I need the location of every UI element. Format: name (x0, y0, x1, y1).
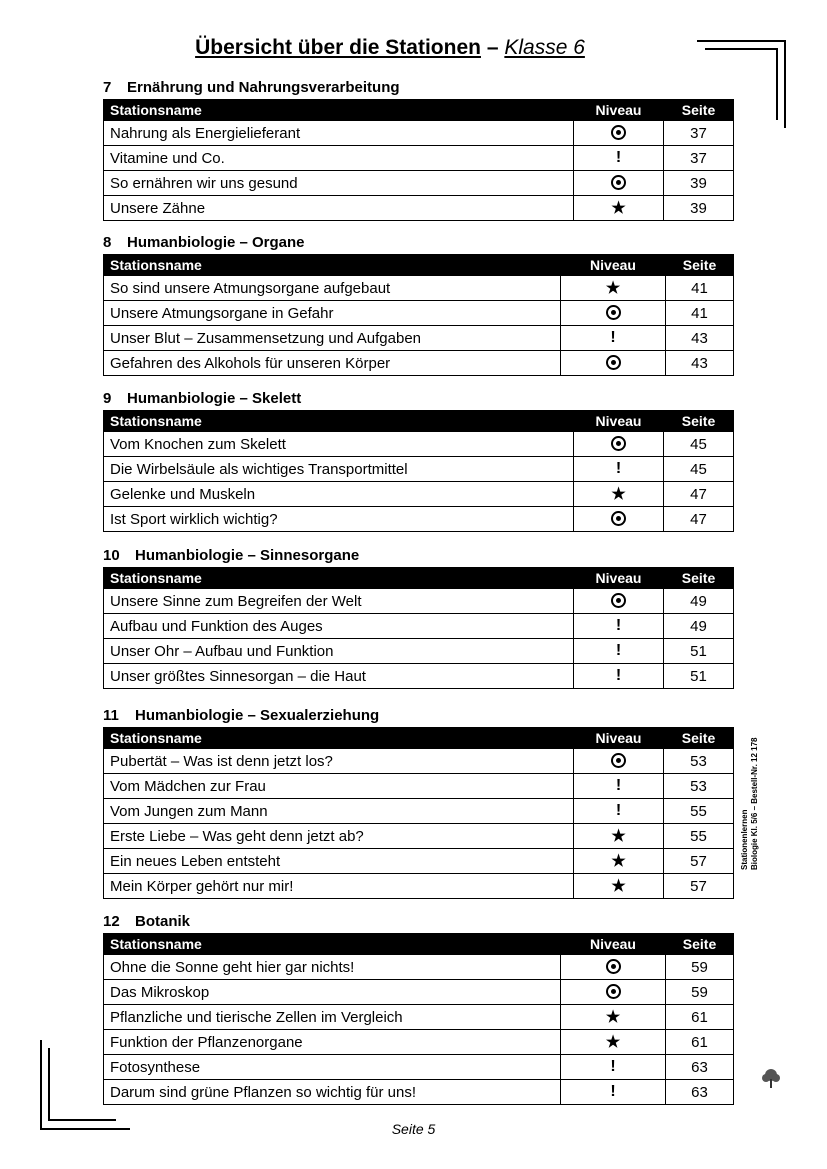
exclamation-icon: ! (615, 777, 622, 794)
table-row (104, 276, 734, 301)
stations-table (103, 254, 734, 376)
target-dot-icon (611, 511, 626, 526)
stations-table (103, 567, 734, 689)
page-number: 49 (664, 614, 734, 639)
title-main: Übersicht über die Stationen (195, 36, 481, 59)
corner-line-bottom-v1 (40, 1040, 42, 1129)
header-seite: Seite (666, 255, 734, 276)
exclamation-icon: ! (615, 617, 622, 634)
header-seite: Seite (664, 568, 734, 589)
header-stationsname: Stationsname (104, 411, 574, 432)
level-cell (574, 507, 664, 532)
level-cell (574, 664, 664, 689)
exclamation-icon: ! (615, 802, 622, 819)
section-number: 8 (103, 234, 112, 251)
page-number: 39 (664, 171, 734, 196)
level-cell (561, 326, 666, 351)
level-cell (574, 171, 664, 196)
page-title (0, 36, 780, 60)
exclamation-icon: ! (610, 1083, 616, 1100)
target-dot-icon (606, 959, 621, 974)
section-8 (103, 233, 733, 376)
page-number: 57 (664, 849, 734, 874)
header-niveau: Niveau (574, 100, 664, 121)
section-12 (103, 912, 733, 1105)
section-title: Humanbiologie – Skelett (127, 390, 302, 407)
level-cell (574, 196, 664, 221)
section-7 (103, 78, 733, 221)
station-name: Aufbau und Funktion des Auges (104, 614, 574, 639)
level-cell (561, 351, 666, 376)
target-dot-icon (611, 593, 626, 608)
page-number: 57 (664, 874, 734, 899)
table-row (104, 146, 734, 171)
table-row (104, 1030, 734, 1055)
level-cell (574, 874, 664, 899)
page-footer: Seite 5 (391, 1121, 436, 1137)
level-cell (574, 614, 664, 639)
station-name: Funktion der Pflanzenorgane (104, 1030, 561, 1055)
table-row (104, 589, 734, 614)
section-title: Humanbiologie – Sexualerziehung (135, 707, 380, 724)
header-seite: Seite (666, 934, 734, 955)
page-number: 53 (664, 774, 734, 799)
level-cell (574, 121, 664, 146)
station-name: Mein Körper gehört nur mir! (104, 874, 574, 899)
table-row (104, 482, 734, 507)
header-stationsname: Stationsname (104, 100, 574, 121)
station-name: Vom Knochen zum Skelett (104, 432, 574, 457)
station-name: So ernähren wir uns gesund (104, 171, 574, 196)
level-cell (574, 639, 664, 664)
section-title: Botanik (135, 913, 191, 930)
header-niveau: Niveau (574, 728, 664, 749)
level-cell (574, 749, 664, 774)
page-number: 37 (664, 121, 734, 146)
side-text-line1: Stationenlernen (740, 809, 749, 870)
header-niveau: Niveau (561, 934, 666, 955)
table-header-row (104, 728, 734, 749)
level-cell (561, 955, 666, 980)
header-stationsname: Stationsname (104, 728, 574, 749)
station-name: Erste Liebe – Was geht denn jetzt ab? (104, 824, 574, 849)
page-number: 55 (664, 824, 734, 849)
level-cell (574, 482, 664, 507)
station-name: Pflanzliche und tierische Zellen im Vergleich (104, 1005, 561, 1030)
target-dot-icon (611, 753, 626, 768)
section-11 (103, 706, 733, 899)
header-niveau: Niveau (561, 255, 666, 276)
station-name: Ein neues Leben entsteht (104, 849, 574, 874)
level-cell (574, 774, 664, 799)
level-cell (574, 146, 664, 171)
level-cell (561, 980, 666, 1005)
level-cell (574, 457, 664, 482)
level-cell (561, 1055, 666, 1080)
page-number: 53 (664, 749, 734, 774)
table-row (104, 196, 734, 221)
section-number: 10 (103, 547, 120, 564)
table-row (104, 849, 734, 874)
exclamation-icon: ! (615, 149, 622, 166)
corner-line-bottom-v2 (48, 1048, 50, 1120)
page-number: 59 (666, 980, 734, 1005)
stations-table (103, 727, 734, 899)
header-seite: Seite (664, 100, 734, 121)
page-number: 61 (666, 1005, 734, 1030)
page-number: 43 (666, 326, 734, 351)
level-cell (561, 1005, 666, 1030)
table-row (104, 664, 734, 689)
table-header-row (104, 100, 734, 121)
page-number: 37 (664, 146, 734, 171)
page-number: 47 (664, 482, 734, 507)
target-dot-icon (606, 984, 621, 999)
star-icon: ★ (605, 280, 621, 297)
exclamation-icon: ! (610, 1058, 616, 1075)
title-class: Klasse 6 (504, 36, 585, 59)
station-name: Nahrung als Energielieferant (104, 121, 574, 146)
section-title: Humanbiologie – Sinnesorgane (135, 547, 360, 564)
page-number: 49 (664, 589, 734, 614)
header-niveau: Niveau (574, 568, 664, 589)
stations-table (103, 933, 734, 1105)
level-cell (561, 1080, 666, 1105)
page-number: 43 (666, 351, 734, 376)
table-header-row (104, 411, 734, 432)
table-row (104, 774, 734, 799)
station-name: Vom Jungen zum Mann (104, 799, 574, 824)
table-header-row (104, 255, 734, 276)
publisher-logo-icon (760, 1068, 782, 1090)
table-row (104, 1055, 734, 1080)
station-name: Gefahren des Alkohols für unseren Körper (104, 351, 561, 376)
station-name: Unsere Zähne (104, 196, 574, 221)
section-9 (103, 389, 733, 532)
side-text-line2: Biologie Kl. 5/6 – Bestell-Nr. 12 178 (750, 737, 759, 870)
section-number: 12 (103, 913, 120, 930)
station-name: Ist Sport wirklich wichtig? (104, 507, 574, 532)
page-number: 63 (666, 1055, 734, 1080)
station-name: Das Mikroskop (104, 980, 561, 1005)
table-row (104, 301, 734, 326)
page-number: 51 (664, 664, 734, 689)
header-stationsname: Stationsname (104, 934, 561, 955)
header-stationsname: Stationsname (104, 255, 561, 276)
page-number: 63 (666, 1080, 734, 1105)
section-10 (103, 546, 733, 689)
table-row (104, 955, 734, 980)
table-row (104, 874, 734, 899)
station-name: Vitamine und Co. (104, 146, 574, 171)
table-row (104, 457, 734, 482)
page-number: 61 (666, 1030, 734, 1055)
level-cell (561, 276, 666, 301)
table-row (104, 1005, 734, 1030)
page-number: 45 (664, 432, 734, 457)
star-icon: ★ (605, 1034, 621, 1051)
station-name: Gelenke und Muskeln (104, 482, 574, 507)
level-cell (574, 432, 664, 457)
target-dot-icon (611, 175, 626, 190)
target-dot-icon (606, 305, 621, 320)
exclamation-icon: ! (610, 329, 616, 346)
target-dot-icon (606, 355, 621, 370)
station-name: Vom Mädchen zur Frau (104, 774, 574, 799)
section-number: 9 (103, 390, 112, 407)
page-number: 47 (664, 507, 734, 532)
table-row (104, 326, 734, 351)
station-name: So sind unsere Atmungsorgane aufgebaut (104, 276, 561, 301)
star-icon: ★ (605, 1009, 621, 1026)
level-cell (574, 824, 664, 849)
station-name: Unser Ohr – Aufbau und Funktion (104, 639, 574, 664)
exclamation-icon: ! (615, 642, 622, 659)
section-heading (103, 233, 733, 253)
station-name: Unser Blut – Zusammensetzung und Aufgaben (104, 326, 561, 351)
page-number: 39 (664, 196, 734, 221)
level-cell (574, 589, 664, 614)
station-name: Unsere Sinne zum Begreifen der Welt (104, 589, 574, 614)
section-heading (103, 706, 733, 726)
table-row (104, 1080, 734, 1105)
table-row (104, 980, 734, 1005)
stations-table (103, 410, 734, 532)
table-row (104, 351, 734, 376)
section-heading (103, 912, 733, 932)
table-header-row (104, 934, 734, 955)
page-number: 41 (666, 276, 734, 301)
star-icon: ★ (611, 200, 626, 217)
table-row (104, 507, 734, 532)
section-title: Ernährung und Nahrungsverarbeitung (127, 79, 400, 96)
level-cell (561, 301, 666, 326)
exclamation-icon: ! (615, 667, 622, 684)
station-name: Die Wirbelsäule als wichtiges Transportmittel (104, 457, 574, 482)
station-name: Unser größtes Sinnesorgan – die Haut (104, 664, 574, 689)
station-name: Ohne die Sonne geht hier gar nichts! (104, 955, 561, 980)
page-number: 55 (664, 799, 734, 824)
table-row (104, 121, 734, 146)
page-number: 45 (664, 457, 734, 482)
section-title: Humanbiologie – Organe (127, 234, 305, 251)
section-number: 7 (103, 79, 112, 96)
side-publisher-text (740, 670, 780, 870)
table-row (104, 639, 734, 664)
table-row (104, 824, 734, 849)
star-icon: ★ (611, 853, 626, 870)
level-cell (574, 849, 664, 874)
target-dot-icon (611, 436, 626, 451)
title-dash: – (480, 36, 505, 59)
star-icon: ★ (611, 486, 626, 503)
station-name: Unsere Atmungsorgane in Gefahr (104, 301, 561, 326)
table-header-row (104, 568, 734, 589)
section-number: 11 (103, 707, 119, 724)
exclamation-icon: ! (615, 460, 622, 477)
star-icon: ★ (611, 878, 626, 895)
table-row (104, 614, 734, 639)
header-seite: Seite (664, 728, 734, 749)
header-stationsname: Stationsname (104, 568, 574, 589)
level-cell (561, 1030, 666, 1055)
target-dot-icon (611, 125, 626, 140)
level-cell (574, 799, 664, 824)
station-name: Fotosynthese (104, 1055, 561, 1080)
section-heading (103, 78, 733, 98)
station-name: Pubertät – Was ist denn jetzt los? (104, 749, 574, 774)
page-number: 59 (666, 955, 734, 980)
table-row (104, 171, 734, 196)
corner-line-top-v1 (784, 40, 786, 128)
station-name: Darum sind grüne Pflanzen so wichtig für uns! (104, 1080, 561, 1105)
table-row (104, 432, 734, 457)
star-icon: ★ (611, 828, 626, 845)
header-niveau: Niveau (574, 411, 664, 432)
page-number: 41 (666, 301, 734, 326)
stations-table (103, 99, 734, 221)
header-seite: Seite (664, 411, 734, 432)
section-heading (103, 546, 733, 566)
table-row (104, 799, 734, 824)
page-number: 51 (664, 639, 734, 664)
table-row (104, 749, 734, 774)
section-heading (103, 389, 733, 409)
